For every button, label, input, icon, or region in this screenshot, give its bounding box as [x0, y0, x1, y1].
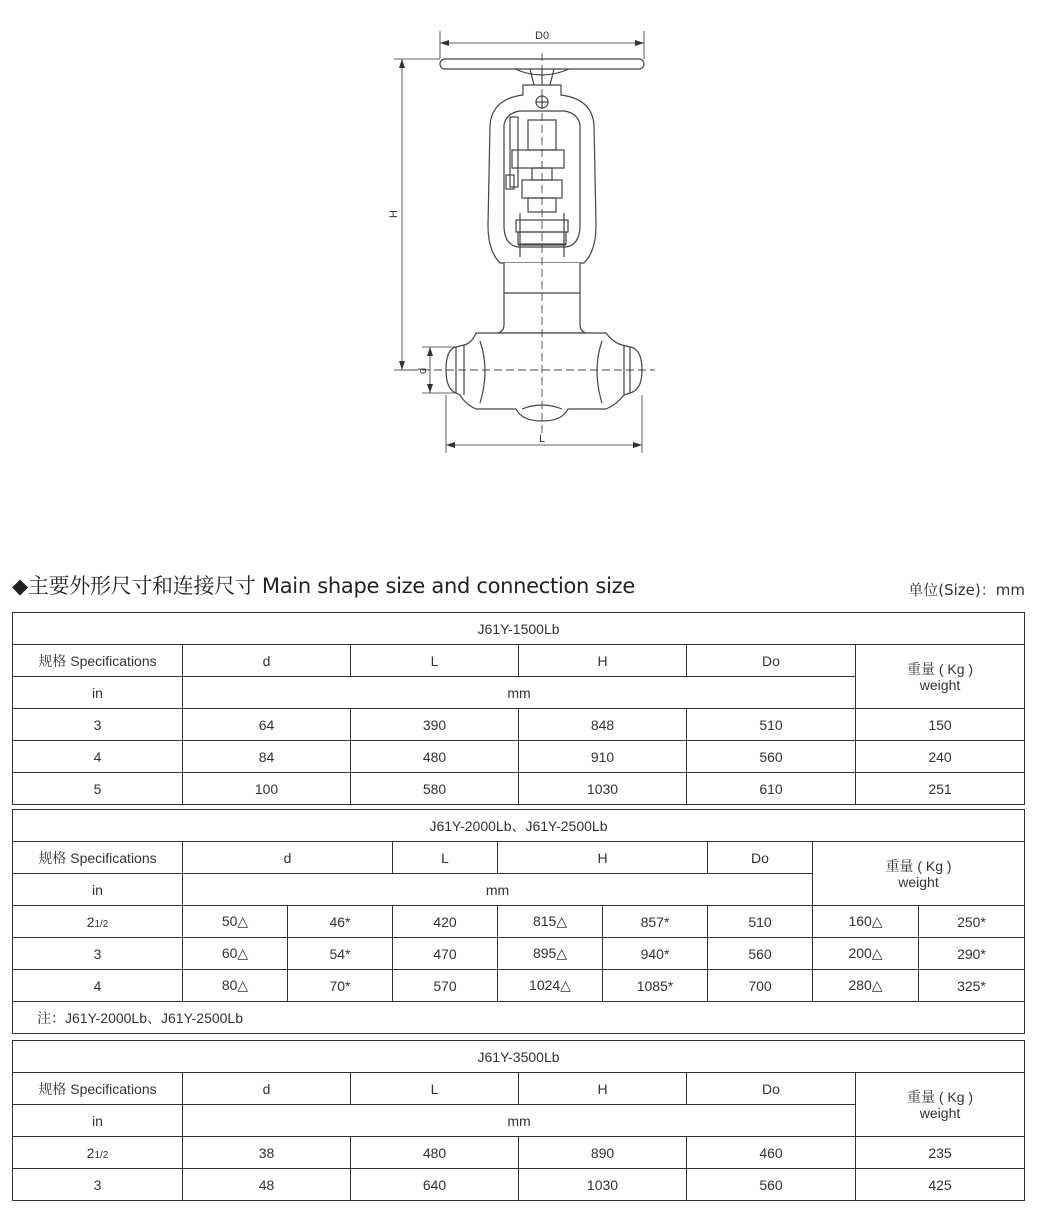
cell-Do: 560	[708, 938, 813, 970]
cell-weight: 251	[856, 773, 1025, 805]
dim-D0-label: D0	[535, 30, 550, 42]
cell-size: 3	[13, 709, 183, 741]
table-row	[13, 709, 1025, 741]
cell-d-b: 46*	[288, 906, 393, 938]
table-title: J61Y-1500Lb	[13, 613, 1025, 645]
dim-L-label: L	[539, 433, 546, 445]
weight-cn: 重量 ( Kg )	[885, 857, 952, 874]
cell-H-b: 940*	[603, 938, 708, 970]
cell-L: 580	[351, 773, 519, 805]
table-row	[13, 970, 1025, 1002]
cell-L: 470	[393, 938, 498, 970]
col-Do-header: Do	[687, 1073, 856, 1105]
col-L-header: L	[351, 1073, 519, 1105]
cell-H: 1030	[519, 773, 687, 805]
cell-size	[13, 938, 183, 970]
cell-H: 890	[519, 1137, 687, 1169]
cell-H-a: 815△	[498, 906, 603, 938]
size-fraction: 1/2	[94, 1149, 109, 1161]
unit-mm: mm	[183, 1105, 856, 1137]
cell-H: 1030	[519, 1169, 687, 1201]
valve-drawing	[380, 25, 670, 465]
table-row	[13, 773, 1025, 805]
cell-d-b: 54*	[288, 938, 393, 970]
cell-L: 570	[393, 970, 498, 1002]
cell-d: 84	[183, 741, 351, 773]
spec-table-2000-2500lb	[12, 809, 1025, 1034]
cell-H-a: 1024△	[498, 970, 603, 1002]
col-H-header: H	[519, 1073, 687, 1105]
unit-in: in	[13, 1105, 183, 1137]
col-L-header: L	[351, 645, 519, 677]
cell-Do: 460	[687, 1137, 856, 1169]
size-main: 3	[93, 1176, 102, 1193]
cell-weight-b: 325*	[919, 970, 1025, 1002]
table-row	[13, 1137, 1025, 1169]
cell-d: 64	[183, 709, 351, 741]
cell-d: 100	[183, 773, 351, 805]
table-row	[13, 741, 1025, 773]
cell-Do: 610	[687, 773, 856, 805]
cell-size	[13, 1169, 183, 1201]
unit-mm: mm	[183, 874, 813, 906]
cell-Do: 560	[687, 741, 856, 773]
weight-en: weight	[898, 873, 939, 890]
cell-Do: 510	[687, 709, 856, 741]
cell-weight-a: 280△	[813, 970, 919, 1002]
cell-L: 480	[351, 741, 519, 773]
size-main: 4	[93, 977, 102, 994]
weight-en: weight	[919, 676, 961, 693]
cell-d-b: 70*	[288, 970, 393, 1002]
cell-Do: 510	[708, 906, 813, 938]
cell-d: 38	[183, 1137, 351, 1169]
cell-weight-a: 200△	[813, 938, 919, 970]
spec-header: 规格 Specifications	[13, 842, 183, 874]
cell-H-b: 857*	[603, 906, 708, 938]
cell-weight: 235	[856, 1137, 1025, 1169]
cell-L: 390	[351, 709, 519, 741]
spec-table-3500lb	[12, 1040, 1025, 1201]
cell-size	[13, 970, 183, 1002]
cell-L: 420	[393, 906, 498, 938]
cell-d-a: 80△	[183, 970, 288, 1002]
size-fraction: 1/2	[94, 918, 109, 930]
col-d-header: d	[183, 1073, 351, 1105]
table-row	[13, 1169, 1025, 1201]
col-Do-header: Do	[687, 645, 856, 677]
unit-label: 单位(Size)：mm	[908, 581, 1025, 599]
cell-d-a: 60△	[183, 938, 288, 970]
unit-in: in	[13, 677, 183, 709]
cell-H: 848	[519, 709, 687, 741]
valve-body	[446, 333, 642, 421]
cell-weight: 240	[856, 741, 1025, 773]
table-note: 注：J61Y-2000Lb、J61Y-2500Lb	[13, 1002, 1025, 1034]
size-main: 2	[86, 1144, 95, 1161]
weight-cn: 重量 ( Kg )	[906, 1088, 974, 1105]
unit-mm: mm	[183, 677, 856, 709]
cell-H-a: 895△	[498, 938, 603, 970]
table-title: J61Y-3500Lb	[13, 1041, 1025, 1073]
weight-header	[813, 842, 1025, 906]
table-title: J61Y-2000Lb、J61Y-2500Lb	[13, 810, 1025, 842]
size-main: 3	[93, 945, 102, 962]
unit-in: in	[13, 874, 183, 906]
cell-size: 4	[13, 741, 183, 773]
col-Do-header: Do	[708, 842, 813, 874]
dim-H-label: H	[388, 210, 400, 218]
cell-d: 48	[183, 1169, 351, 1201]
spec-header: 规格 Specifications	[13, 1073, 183, 1105]
cell-weight-b: 290*	[919, 938, 1025, 970]
table-row	[13, 906, 1025, 938]
weight-header	[856, 1073, 1025, 1137]
cell-size	[13, 906, 183, 938]
spec-table-1500lb	[12, 612, 1025, 805]
cell-weight: 425	[856, 1169, 1025, 1201]
cell-weight-b: 250*	[919, 906, 1025, 938]
table-row	[13, 938, 1025, 970]
col-d-header: d	[183, 645, 351, 677]
cell-H-b: 1085*	[603, 970, 708, 1002]
col-d-header: d	[183, 842, 393, 874]
weight-cn: 重量 ( Kg )	[906, 660, 974, 677]
size-main: 2	[86, 913, 95, 930]
cell-L: 640	[351, 1169, 519, 1201]
cell-d-a: 50△	[183, 906, 288, 938]
col-H-header: H	[519, 645, 687, 677]
section-heading: ◆主要外形尺寸和连接尺寸 Main shape size and connection size	[12, 574, 635, 598]
dim-d-label: d	[417, 367, 429, 374]
cell-H: 910	[519, 741, 687, 773]
weight-en: weight	[919, 1104, 961, 1121]
cell-Do: 700	[708, 970, 813, 1002]
cell-size	[13, 1137, 183, 1169]
cell-size: 5	[13, 773, 183, 805]
spec-header: 规格 Specifications	[13, 645, 183, 677]
weight-header	[856, 645, 1025, 709]
col-L-header: L	[393, 842, 498, 874]
cell-weight-a: 160△	[813, 906, 919, 938]
cell-weight: 150	[856, 709, 1025, 741]
cell-Do: 560	[687, 1169, 856, 1201]
cell-L: 480	[351, 1137, 519, 1169]
col-H-header: H	[498, 842, 708, 874]
